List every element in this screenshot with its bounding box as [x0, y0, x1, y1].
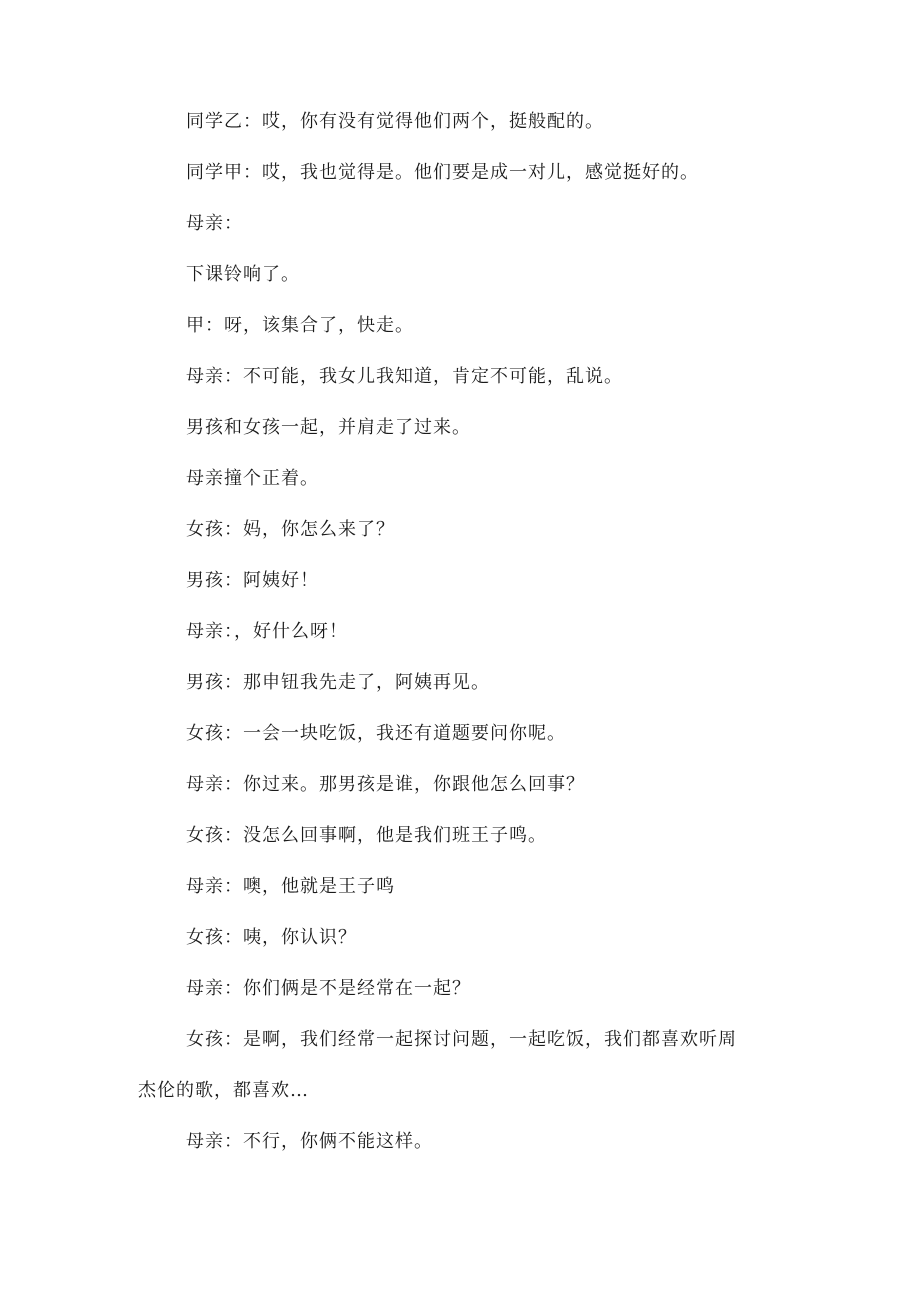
- paragraph-18: 母亲：你们俩是不是经常在一起？: [186, 978, 471, 999]
- paragraph-11: 母亲：，好什么呀！: [186, 621, 348, 642]
- paragraph-7: 男孩和女孩一起，并肩走了过来。: [186, 417, 471, 438]
- paragraph-2: 同学甲：哎，我也觉得是。他们要是成一对儿，感觉挺好的。: [186, 162, 699, 183]
- paragraph-3: 母亲：: [186, 213, 243, 234]
- paragraph-19: 女孩：是啊，我们经常一起探讨问题，一起吃饭，我们都喜欢听周杰伦的歌，都喜欢…: [138, 1029, 737, 1101]
- paragraph-15: 女孩：没怎么回事啊，他是我们班王子鸣。: [186, 825, 547, 846]
- paragraph-4: 下课铃响了。: [186, 264, 300, 285]
- paragraph-13: 女孩：一会一块吃饭，我还有道题要问你呢。: [186, 723, 566, 744]
- paragraph-16: 母亲：噢，他就是王子鸣: [186, 876, 395, 897]
- paragraph-9: 女孩：妈，你怎么来了？: [186, 519, 395, 540]
- paragraph-10: 男孩：阿姨好！: [186, 570, 319, 591]
- paragraph-12: 男孩：那申钮我先走了，阿姨再见。: [186, 672, 490, 693]
- paragraph-5: 甲：呀，该集合了，快走。: [186, 315, 414, 336]
- document-body: [138, 96, 738, 1167]
- paragraph-20: 母亲：不行，你俩不能这样。: [186, 1131, 433, 1152]
- paragraph-14: 母亲：你过来。那男孩是谁，你跟他怎么回事？: [186, 774, 585, 795]
- paragraph-6: 母亲：不可能，我女儿我知道，肯定不可能，乱说。: [186, 366, 623, 387]
- paragraph-17: 女孩：咦，你认识？: [186, 927, 357, 948]
- paragraph-1: 同学乙：哎，你有没有觉得他们两个，挺般配的。: [186, 111, 604, 132]
- paragraph-8: 母亲撞个正着。: [186, 468, 319, 489]
